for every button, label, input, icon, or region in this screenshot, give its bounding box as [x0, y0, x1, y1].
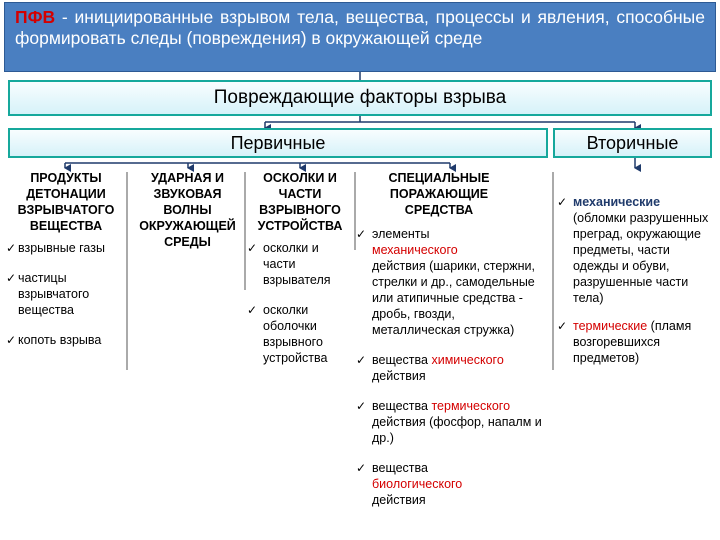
check-icon: ✓: [356, 399, 367, 413]
list-item: [247, 240, 353, 288]
products-item-3: копоть взрыва: [18, 333, 102, 347]
column-products-heading: ПРОДУКТЫ ДЕТОНАЦИИ ВЗРЫВЧАТОГО ВЕЩЕСТВА: [17, 171, 115, 233]
check-icon: ✓: [247, 303, 258, 317]
list-item: [356, 226, 542, 338]
column-secondary: [557, 194, 717, 366]
special-item-1: элементы механического действия (шарики, стержни, стрелки и др., самодельные или атипичные средства - дробь, гвозди, металлическая стружка): [372, 227, 536, 337]
definition-text: - инициированные взрывом тела, вещества, процессы и явления, способные формировать следы (повреждения) в окружающей среде: [15, 7, 705, 48]
definition-box: [4, 2, 716, 72]
check-icon: ✓: [356, 227, 367, 241]
check-icon: ✓: [356, 461, 367, 475]
products-item-1: взрывные газы: [18, 241, 105, 255]
list-item: [557, 194, 717, 306]
check-icon: ✓: [557, 319, 568, 333]
list-item: [6, 270, 126, 318]
fragments-item-1: осколки и части взрывателя: [263, 241, 331, 287]
column-shockwave: [130, 170, 245, 250]
column-products: [6, 170, 126, 348]
category-primary: Первичные: [8, 128, 548, 158]
products-item-2: частицы взрывчатого вещества: [18, 271, 90, 317]
main-title: Повреждающие факторы взрыва: [8, 80, 712, 116]
definition-abbr: ПФВ: [15, 7, 56, 27]
list-item: [557, 318, 717, 366]
list-item: [356, 398, 542, 446]
special-item-3: вещества термического действия (фосфор, напалм и др.): [372, 399, 542, 445]
check-icon: ✓: [6, 333, 17, 347]
special-item-2: вещества химического действия: [372, 353, 504, 383]
check-icon: ✓: [356, 353, 367, 367]
list-item: [356, 460, 542, 508]
secondary-item-1: механические (обломки разрушенных преград, окружающие предметы, части одежды и обуви, разрушенные части тела): [573, 195, 709, 305]
list-item: [6, 332, 126, 348]
fragments-item-2: осколки оболочки взрывного устройства: [263, 303, 328, 365]
check-icon: ✓: [247, 241, 258, 255]
column-fragments-heading: ОСКОЛКИ И ЧАСТИ ВЗРЫВНОГО УСТРОЙСТВА: [257, 171, 343, 233]
column-special-heading: СПЕЦИАЛЬНЫЕ ПОРАЖАЮЩИЕ СРЕДСТВА: [388, 171, 490, 217]
check-icon: ✓: [6, 271, 17, 285]
column-fragments: [247, 170, 353, 366]
check-icon: ✓: [557, 195, 568, 209]
list-item: [356, 352, 542, 384]
list-item: [6, 240, 126, 256]
column-special: [356, 170, 542, 508]
list-item: [247, 302, 353, 366]
category-secondary: Вторичные: [553, 128, 712, 158]
special-item-4: вещества биологического действия: [372, 461, 463, 507]
check-icon: ✓: [6, 241, 17, 255]
secondary-item-2: термические (пламя возгоревшихся предметов): [573, 319, 692, 365]
column-shockwave-heading: УДАРНАЯ И ЗВУКОВАЯ ВОЛНЫ ОКРУЖАЮЩЕЙ СРЕДЫ: [139, 171, 236, 249]
